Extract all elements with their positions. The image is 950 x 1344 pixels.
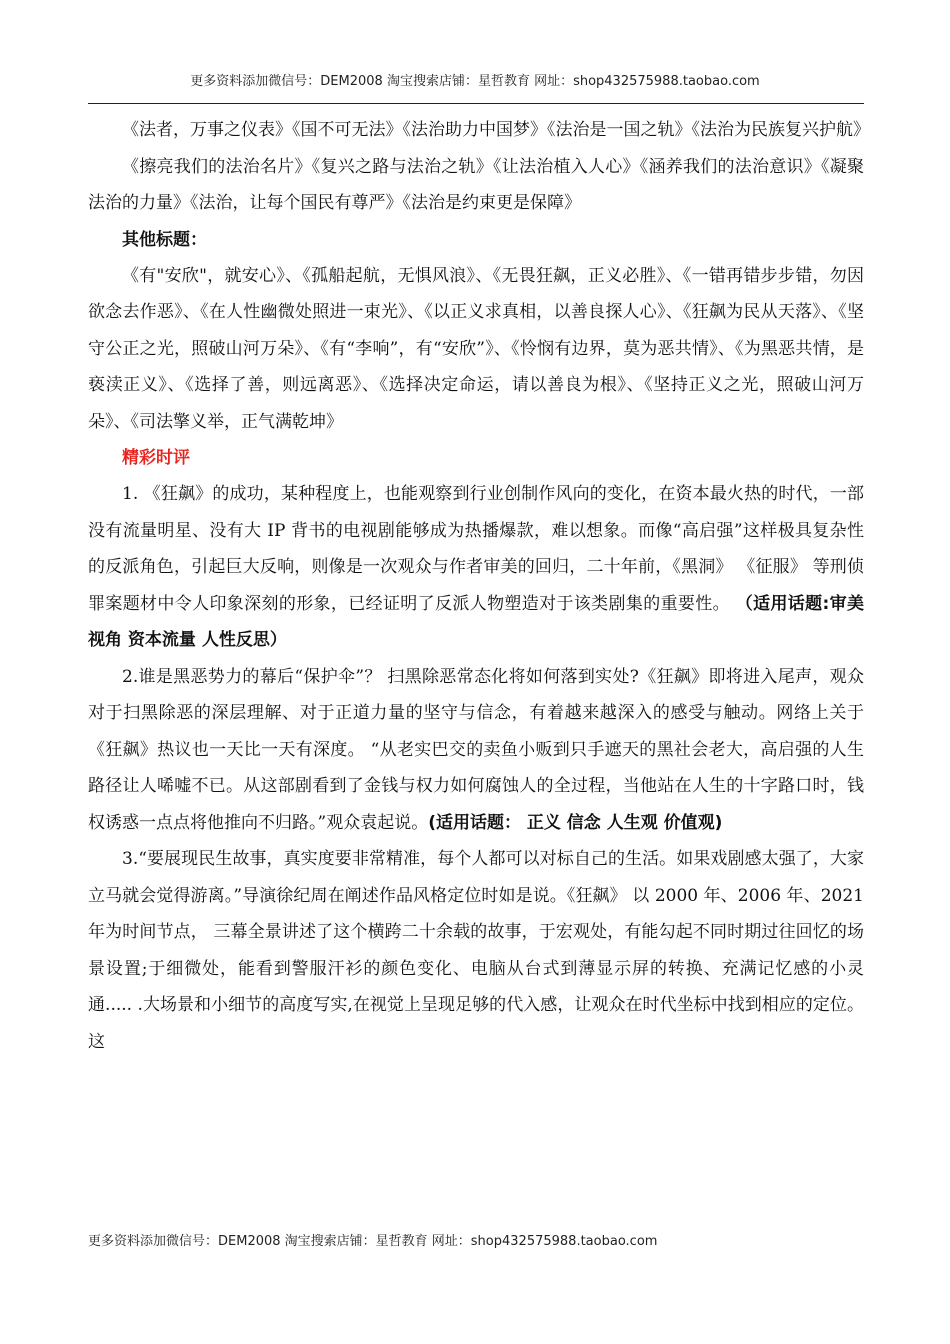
titles-paragraph-1: 《法者，万事之仪表》《国不可无法》《法治助力中国梦》《法治是一国之轨》《法治为民族复兴护航》 (122, 120, 870, 140)
review-1-topic: （适用话题:审美视角 资本流量 人性反思） (88, 593, 865, 650)
header-divider (88, 103, 864, 104)
review-item-2 (88, 659, 864, 842)
review-2-topic: (适用话题： 正义 信念 人生观 价值观) (428, 812, 723, 833)
review-item-1 (88, 476, 864, 659)
review-item-3: 3.“要展现民生故事，真实度要非常精准，每个人都可以对标自己的生活。如果戏剧感太强了，大家立马就会觉得游离。”导演徐纪周在阐述作品风格定位时如是说。《狂飙》 以 2000 年、2006 年、2021 年为时间节点， 三幕全景讲述了这个横跨二十余载的故事，于宏观处，有能勾起不同时期过往回忆的场景设置;于细微处，能看到警服汗衫的颜色变化、电脑从台式到薄显示屏的转换、充满记忆感的小灵通..... .大场景和小细节的高度写实,在视觉上呈现足够的代入感，让观众在时代坐标中找到相应的定位。这 (88, 849, 864, 1052)
review-heading: 精彩时评 (122, 448, 190, 468)
review-2-text: 2.谁是黑恶势力的幕后“保护伞”？ 扫黑除恶常态化将如何落到实处?《狂飙》即将进入尾声，观众对于扫黑除恶的深层理解、对于正道力量的坚守与信念，有着越来越深入的感受与触动。网络上关于《狂飙》热议也一天比一天有深度。 “从老实巴交的卖鱼小贩到只手遮天的黑社会老大，高启强的人生路径让人唏嘘不已。从这部剧看到了金钱与权力如何腐蚀人的全过程，当他站在人生的十字路口时，钱权诱惑一点点将他推向不归路。”观众袁起说。 (88, 666, 864, 833)
page-footer: 更多资料添加微信号：DEM2008 淘宝搜索店铺：星哲教育 网址：shop432575988.taobao.com (88, 1234, 658, 1249)
other-titles-paragraph: 《有"安欣"，就安心》、《孤船起航，无惧风浪》、《无畏狂飙，正义必胜》、《一错再错步步错，勿因欲念去作恶》、《在人性幽微处照进一束光》、《以正义求真相，以善良探人心》、《狂飙为民从天落》、《坚守公正之光，照破山河万朵》、《有“李响”，有“安欣”》、《怜悯有边界，莫为恶共情》、《为黑恶共情，是亵渎正义》、《选择了善，则远离恶》、《选择决定命运，请以善良为根》、《坚持正义之光，照破山河万朵》、《司法擎义举，正气满乾坤》 (88, 265, 864, 432)
other-titles-heading: 其他标题： (122, 229, 207, 250)
page-content (88, 112, 870, 1060)
titles-paragraph-2: 《擦亮我们的法治名片》《复兴之路与法治之轨》《让法治植入人心》《涵养我们的法治意识》《凝聚法治的力量》《法治，让每个国民有尊严》《法治是约束更是保障》 (88, 156, 864, 213)
review-1-text: 1. 《狂飙》的成功，某种程度上，也能观察到行业创制作风向的变化，在资本最火热的时代，一部没有流量明星、没有大 IP 背书的电视剧能够成为热播爆款，难以想象。而像“高启强”这样极具复杂性的反派角色，引起巨大反响，则像是一次观众与作者审美的回归，二十年前，《黑洞》 《征服》 等刑侦罪案题材中令人印象深刻的形象，已经证明了反派人物塑造对于该类剧集的重要性。 (88, 484, 864, 614)
page-header: 更多资料添加微信号：DEM2008 淘宝搜索店铺：星哲教育 网址：shop432575988.taobao.com (190, 74, 760, 89)
